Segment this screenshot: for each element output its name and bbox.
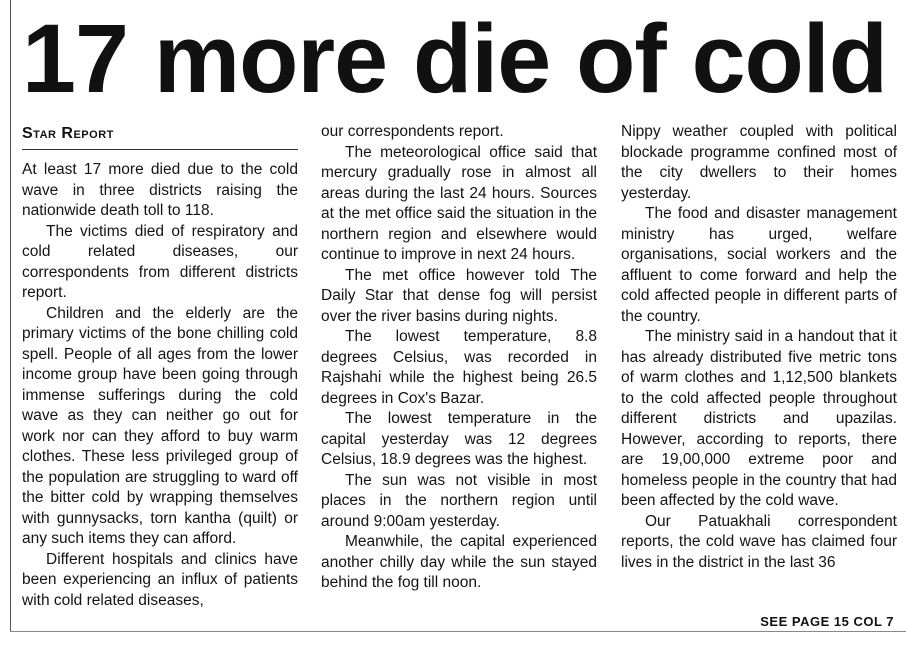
headline: 17 more die of cold bbox=[22, 4, 887, 113]
paragraph: The food and disaster management ministry has urged, welfare organisations, social workers and the affluent to come forward and help the cold affected people in different parts of the country. bbox=[621, 205, 897, 325]
continuation-jump-line: SEE PAGE 15 COL 7 bbox=[760, 614, 894, 629]
paragraph: The lowest temperature in the capital yesterday was 12 degrees Celsius, 18.9 degrees was the highest. bbox=[321, 410, 597, 468]
paragraph: The lowest temperature, 8.8 degrees Celsius, was recorded in Rajshahi while the highest being 26.5 degrees in Cox's Bazar. bbox=[321, 328, 597, 407]
article-column-2 bbox=[321, 122, 597, 594]
paragraph: Our Patuakhali correspondent reports, the cold wave has claimed four lives in the district in the last 36 bbox=[621, 512, 897, 571]
paragraph: At least 17 more died due to the cold wave in three districts raising the nationwide death toll to 118. bbox=[22, 161, 298, 219]
paragraph: Meanwhile, the capital experienced another chilly day while the sun stayed behind the fog till noon. bbox=[321, 533, 597, 591]
byline-rule bbox=[22, 149, 298, 150]
byline: Star Report bbox=[22, 125, 114, 142]
paragraph: Different hospitals and clinics have been experiencing an influx of patients with cold related diseases, bbox=[22, 550, 298, 609]
paragraph: The meteorological office said that mercury gradually rose in almost all areas during the last 24 hours. Sources at the met office said the situation in the northern region and elsewhere would continue to improve in next 24 hours. bbox=[321, 143, 597, 263]
bottom-rule bbox=[10, 631, 906, 632]
paragraph: Nippy weather coupled with political blockade programme confined most of the city dwellers to their homes yesterday. bbox=[621, 123, 897, 202]
article-column-3 bbox=[621, 122, 897, 573]
paragraph: Children and the elderly are the primary victims of the bone chilling cold spell. People of all ages from the lower income group have been going through immense sufferings during the cold wave as they can neither go out for work nor can they afford to buy warm clothes. These less privileged group of the population are struggling to ward off the bitter cold by wrapping themselves with gunnysacks, torn kantha (quilt) or any such items they can afford. bbox=[22, 304, 298, 547]
paragraph: The victims died of respiratory and cold related diseases, our correspondents from different districts report. bbox=[22, 222, 298, 301]
paragraph: The sun was not visible in most places in the northern region until around 9:00am yesterday. bbox=[321, 471, 597, 530]
paragraph: The met office however told The Daily Star that dense fog will persist over the river basins during nights. bbox=[321, 266, 597, 325]
left-column-rule bbox=[10, 0, 11, 632]
paragraph: our correspondents report. bbox=[321, 123, 504, 140]
article-column-1 bbox=[22, 160, 298, 611]
paragraph: The ministry said in a handout that it has already distributed five metric tons of warm clothes and 1,12,500 blankets to the cold affected people throughout different districts and upazilas. However, according to reports, there are 19,00,000 extreme poor and homeless people in the country that had been affected by the cold wave. bbox=[621, 328, 897, 509]
